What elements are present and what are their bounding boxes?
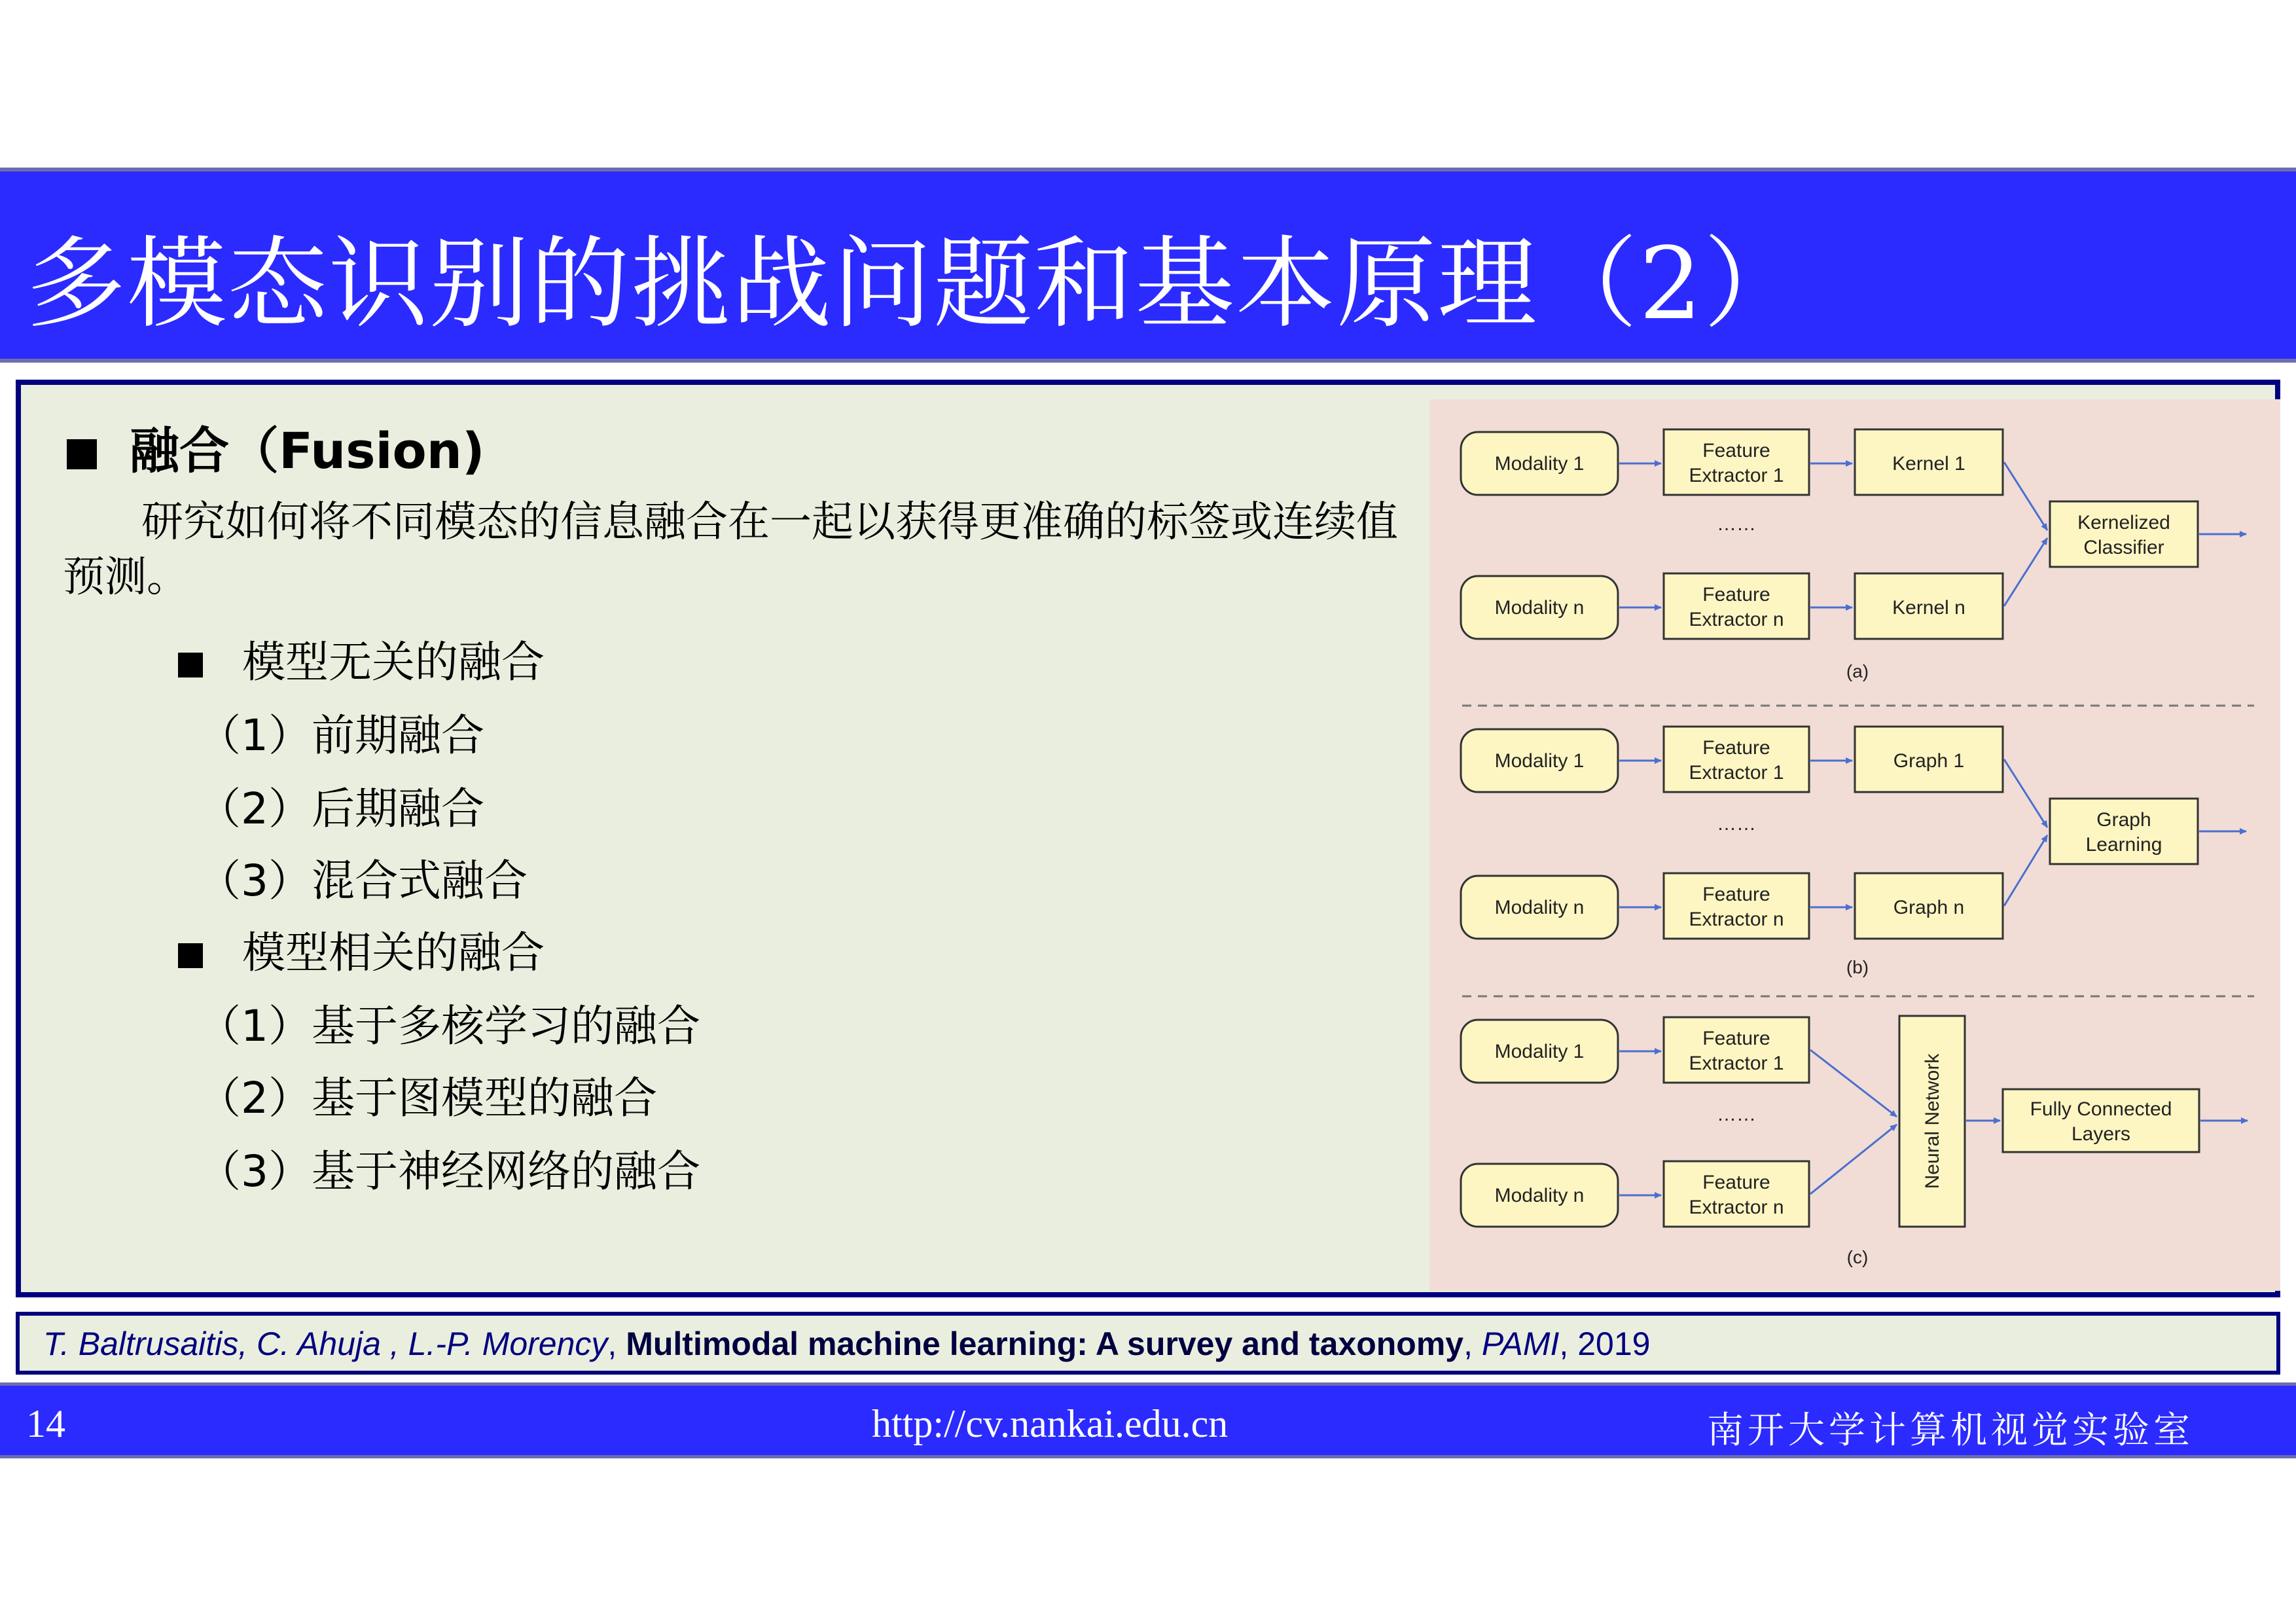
reference-year: , 2019 [1559,1326,1651,1362]
list-item: （2）基于图模型的融合 [198,1073,657,1123]
svg-text:Layers: Layers [2071,1123,2131,1145]
square-bullet-icon [178,653,203,677]
svg-text:Modality n: Modality n [1494,897,1585,918]
svg-text:Extractor n: Extractor n [1689,909,1784,930]
description-paragraph: 研究如何将不同模态的信息融合在一起以获得更准确的标签或连续值预测。 [63,498,1398,602]
svg-text:Modality n: Modality n [1494,597,1585,619]
reference-paper-title: Multimodal machine learning: A survey and taxonomy [626,1326,1464,1362]
svg-text:……: …… [1717,1104,1756,1125]
svg-text:Modality 1: Modality 1 [1494,1041,1585,1062]
svg-text:Extractor 1: Extractor 1 [1689,465,1784,486]
svg-text:Kernelized: Kernelized [2077,512,2170,533]
footer-bar [0,1382,2296,1458]
svg-text:……: …… [1717,513,1756,535]
fusion-diagram [1429,399,2280,1291]
svg-text:Kernel n: Kernel n [1892,597,1965,619]
svg-text:Kernel 1: Kernel 1 [1892,453,1965,475]
svg-text:Graph n: Graph n [1893,897,1965,918]
square-bullet-icon [67,439,97,469]
svg-text:Modality 1: Modality 1 [1494,750,1585,772]
svg-text:Feature: Feature [1702,1172,1770,1193]
svg-text:Graph: Graph [2096,809,2151,831]
svg-text:……: …… [1717,813,1756,835]
svg-text:Extractor n: Extractor n [1689,1197,1784,1218]
svg-text:Feature: Feature [1702,884,1770,905]
svg-text:Fully Connected: Fully Connected [2030,1098,2172,1120]
svg-text:(b): (b) [1846,957,1869,977]
svg-text:Feature: Feature [1702,737,1770,759]
lab-name: 南开大学计算机视觉实验室 [1707,1409,2194,1452]
reference-box [16,1312,2280,1375]
list-item: （3）混合式融合 [198,856,528,906]
list-item: （1）前期融合 [198,710,484,761]
reference-venue: PAMI [1481,1326,1560,1362]
footer-url[interactable]: http://cv.nankai.edu.cn [872,1402,1229,1445]
group-label-agnostic: 模型无关的融合 [178,627,545,689]
svg-text:Classifier: Classifier [2083,537,2164,558]
square-bullet-icon [178,943,203,968]
svg-text:Extractor 1: Extractor 1 [1689,1053,1784,1074]
svg-text:Extractor n: Extractor n [1689,609,1784,630]
reference-authors: T. Baltrusaitis, C. Ahuja , L.-P. Morency [43,1326,608,1362]
svg-text:Modality n: Modality n [1494,1185,1585,1206]
slide-title: 多模态识别的挑战问题和基本原理（2） [26,226,1804,342]
fusion-diagram-svg [1429,399,2280,1291]
list-item: （1）基于多核学习的融合 [198,1001,700,1051]
svg-text:Modality 1: Modality 1 [1494,453,1585,475]
svg-text:Extractor 1: Extractor 1 [1689,762,1784,784]
title-bar [0,168,2296,363]
reference-citation: T. Baltrusaitis, C. Ahuja , L.-P. Morency, Multimodal machine learning: A survey and taxonomy, PAMI, 2019 [43,1326,1651,1362]
svg-text:Neural Network: Neural Network [1922,1053,1943,1189]
svg-text:(c): (c) [1846,1247,1869,1267]
list-item: （3）基于神经网络的融合 [198,1146,700,1197]
list-item: （2）后期融合 [198,784,484,834]
content-box [16,380,2280,1297]
svg-text:Graph 1: Graph 1 [1893,750,1965,772]
page-number: 14 [26,1402,65,1445]
svg-text:Feature: Feature [1702,1028,1770,1049]
svg-text:Feature: Feature [1702,584,1770,605]
heading-text: 融合（Fusion) [130,422,485,480]
section-heading [67,411,485,482]
svg-text:Feature: Feature [1702,440,1770,461]
svg-text:(a): (a) [1846,661,1869,681]
svg-text:Learning: Learning [2085,834,2162,856]
group-label-based: 模型相关的融合 [178,918,545,980]
